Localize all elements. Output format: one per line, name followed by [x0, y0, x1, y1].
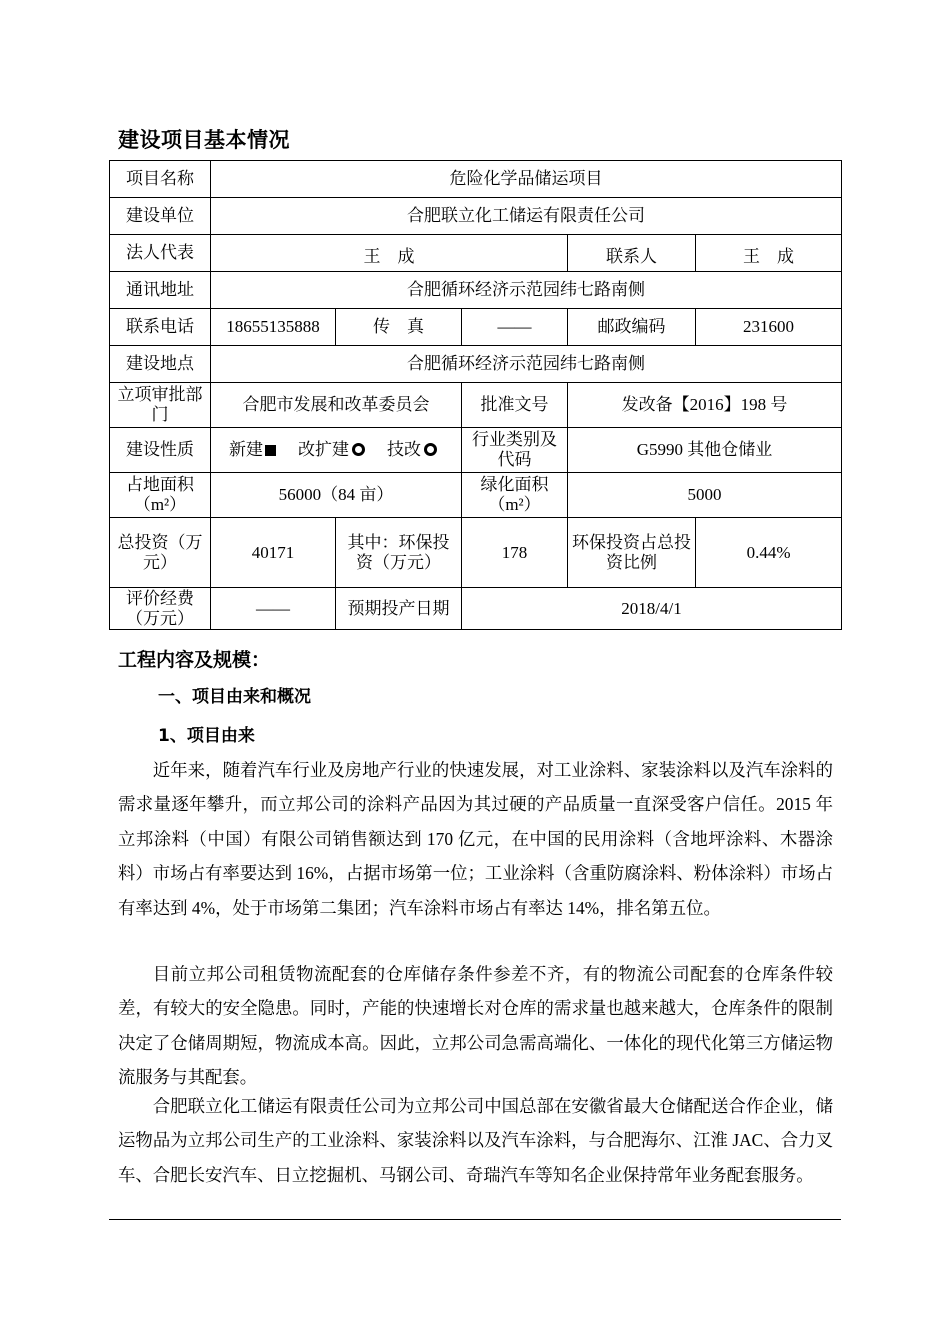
area-label: 占地面积（m²）	[110, 473, 211, 518]
table-row	[110, 473, 842, 518]
nature-options	[211, 428, 462, 473]
nature-tech-label: 技改	[387, 440, 421, 459]
eval-fee-value: ——	[211, 588, 336, 630]
legal-label: 法人代表	[110, 235, 211, 272]
project-name-label: 项目名称	[110, 161, 211, 198]
eval-fee-label: 评价经费（万元）	[110, 588, 211, 630]
footer-divider	[109, 1219, 841, 1220]
env-ratio-value: 0.44%	[696, 518, 842, 588]
checked-square-icon	[265, 445, 276, 456]
table-row	[110, 428, 842, 473]
invest-value: 40171	[211, 518, 336, 588]
approval-no-value: 发改备【2016】198 号	[568, 383, 842, 428]
unchecked-circle-icon	[424, 443, 437, 456]
address-label: 通讯地址	[110, 272, 211, 309]
table-row	[110, 346, 842, 383]
unit-value: 合肥联立化工储运有限责任公司	[211, 198, 842, 235]
env-invest-label: 其中：环保投资（万元）	[336, 518, 462, 588]
table-row	[110, 161, 842, 198]
postal-value: 231600	[696, 309, 842, 346]
env-invest-value: 178	[462, 518, 568, 588]
invest-label: 总投资（万元）	[110, 518, 211, 588]
contact-value: 王 成	[696, 235, 842, 272]
prod-date-value: 2018/4/1	[462, 588, 842, 630]
address-value: 合肥循环经济示范园纬七路南侧	[211, 272, 842, 309]
project-name-value: 危险化学品储运项目	[211, 161, 842, 198]
section-heading: 一、项目由来和概况	[158, 687, 311, 707]
table-row	[110, 518, 842, 588]
paragraph: 合肥联立化工储运有限责任公司为立邦公司中国总部在安徽省最大仓储配送合作企业，储运物品为立邦公司生产的工业涂料、家装涂料以及汽车涂料，与合肥海尔、江淮 JAC、合力叉车、合肥长安汽车、日立挖掘机、马钢公司、奇瑞汽车等知名企业保持常年业务配套服务。	[118, 1096, 833, 1185]
env-ratio-label: 环保投资占总投资比例	[568, 518, 696, 588]
page-title: 建设项目基本情况	[118, 128, 290, 152]
site-label: 建设地点	[110, 346, 211, 383]
postal-label: 邮政编码	[568, 309, 696, 346]
area-value: 56000（84 亩）	[211, 473, 462, 518]
site-value: 合肥循环经济示范园纬七路南侧	[211, 346, 842, 383]
industry-value: G5990 其他仓储业	[568, 428, 842, 473]
approval-dept-label: 立项审批部门	[110, 383, 211, 428]
subsection-heading: 1、项目由来	[158, 726, 255, 746]
legal-value: 王 成	[211, 235, 568, 272]
unchecked-circle-icon	[352, 443, 365, 456]
table-row	[110, 588, 842, 630]
table-row	[110, 383, 842, 428]
nature-expand-label: 改扩建	[298, 440, 349, 459]
table-row	[110, 309, 842, 346]
table-row	[110, 198, 842, 235]
table-row	[110, 272, 842, 309]
contact-label: 联系人	[568, 235, 696, 272]
prod-date-label: 预期投产日期	[336, 588, 462, 630]
table-row	[110, 235, 842, 272]
industry-label: 行业类别及代码	[462, 428, 568, 473]
project-info-table	[109, 160, 842, 630]
paragraph: 目前立邦公司租赁物流配套的仓库储存条件参差不齐，有的物流公司配套的仓库条件较差，有较大的安全隐患。同时，产能的快速增长对仓库的需求量也越来越大，仓库条件的限制决定了仓储周期短，物流成本高。因此，立邦公司急需高端化、一体化的现代化第三方储运物流服务与其配套。	[118, 964, 833, 1088]
fax-value: ——	[462, 309, 568, 346]
paragraph: 近年来，随着汽车行业及房地产行业的快速发展，对工业涂料、家装涂料以及汽车涂料的需求量逐年攀升，而立邦公司的涂料产品因为其过硬的产品质量一直深受客户信任。2015 年立邦涂料（中国）有限公司销售额达到 170 亿元，在中国的民用涂料（含地坪涂料、木器涂料）市场占有率要达到 16%，占据市场第一位；工业涂料（含重防腐涂料、粉体涂料）市场占有率达到 4%，处于市场第二集团；汽车涂料市场占有率达 14%，排名第五位。	[118, 760, 833, 918]
phone-value: 18655135888	[211, 309, 336, 346]
nature-new-label: 新建	[229, 440, 263, 459]
approval-dept-value: 合肥市发展和改革委员会	[211, 383, 462, 428]
fax-label: 传 真	[336, 309, 462, 346]
phone-label: 联系电话	[110, 309, 211, 346]
unit-label: 建设单位	[110, 198, 211, 235]
nature-label: 建设性质	[110, 428, 211, 473]
green-label: 绿化面积（m²）	[462, 473, 568, 518]
approval-no-label: 批准文号	[462, 383, 568, 428]
green-value: 5000	[568, 473, 842, 518]
section-title: 工程内容及规模：	[118, 649, 271, 671]
